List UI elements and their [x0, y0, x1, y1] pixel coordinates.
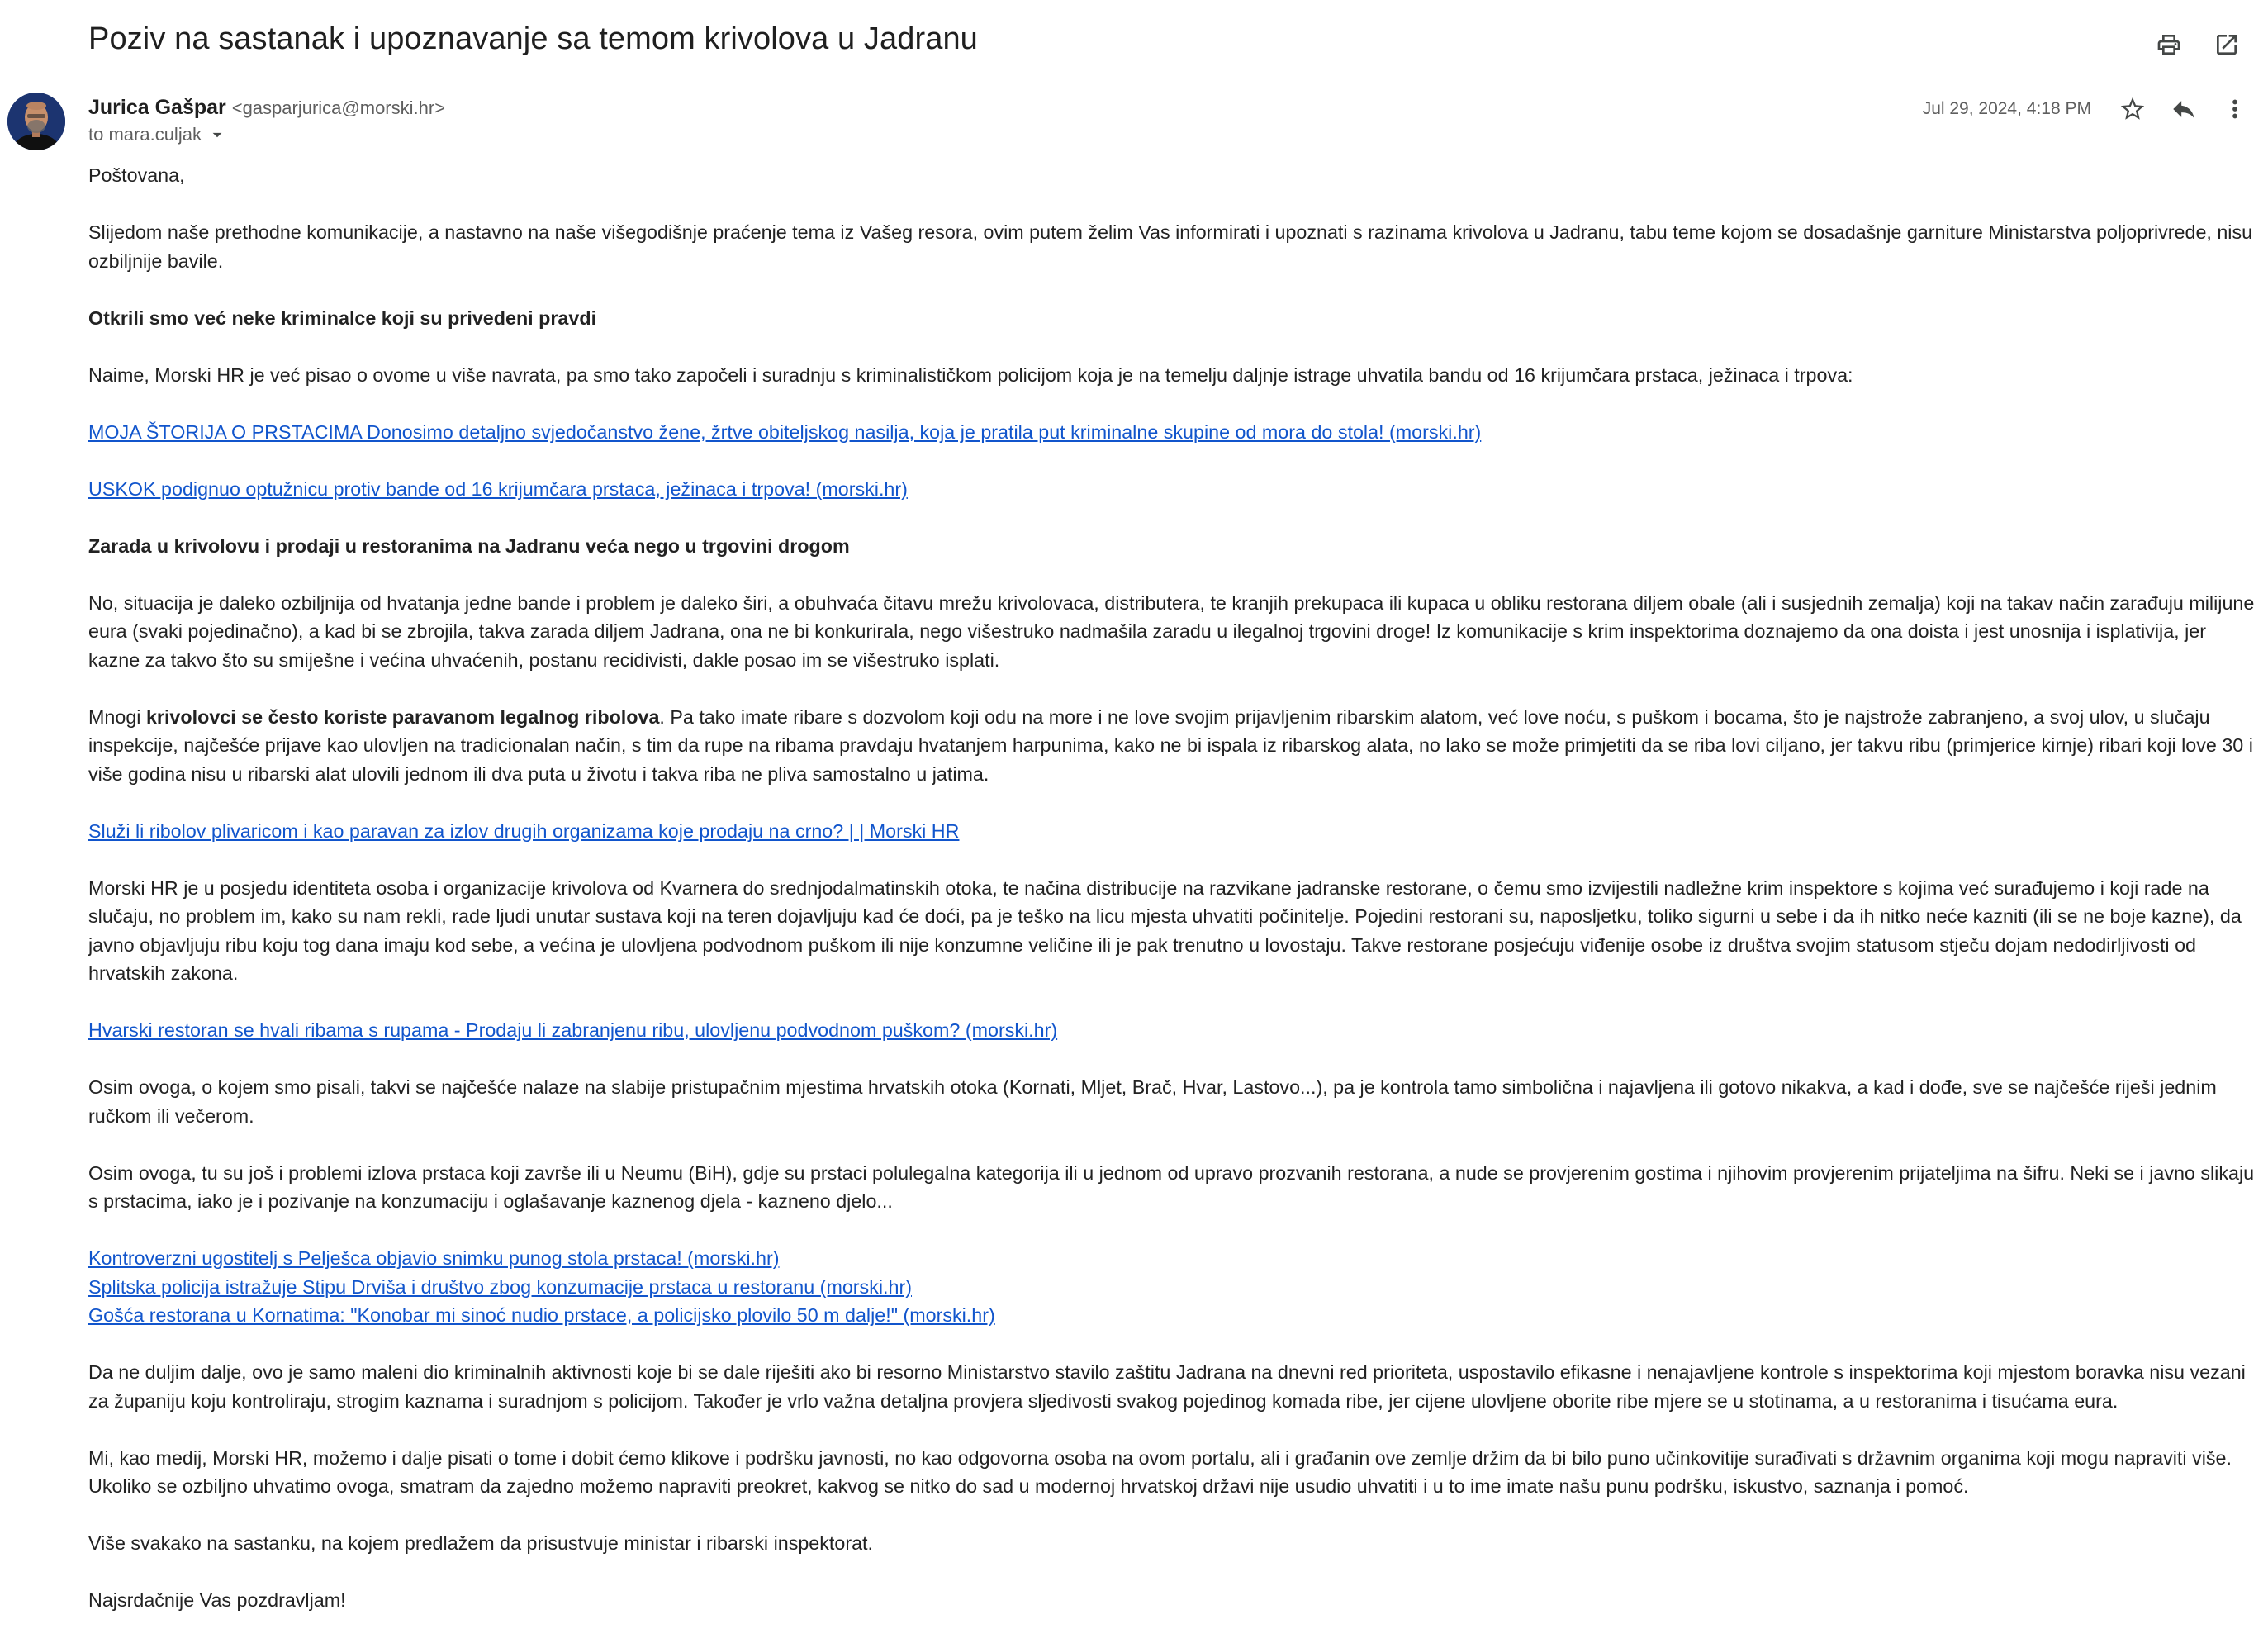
section-heading [88, 304, 2261, 333]
paragraph: Da ne duljim dalje, ovo je samo maleni dio kriminalnih aktivnosti koje bi se dale riješiti ako bi resorno Ministarstvo stavilo zaštitu Jadrana na dnevni red prioriteta, uspostavilo efikasne i nenajavljene kontrole s inspektorima koji mjestom boravka nisu vezani za županiju koju kontroliraju, strogim kaznama i suradnjom s policijom. Također je vrlo važna detaljna provjera sljedivosti svakog pojedinog komada ribe, jer cijene ulovljene oborite ribe mjere se u stotinama, a u restoranima i tisućama eura. [88, 1361, 2246, 1412]
link-paragraph [88, 475, 2261, 504]
recipient-details[interactable] [88, 124, 228, 145]
article-link[interactable]: Kontroverzni ugostitelj s Pelješca objavio snimku punog stola prstaca! (morski.hr) [88, 1247, 780, 1269]
recipient-label: to mara.culjak [88, 124, 202, 145]
bold-text: krivolovci se često koriste paravanom legalnog ribolova [145, 705, 660, 728]
paragraph: Mi, kao medij, Morski HR, možemo i dalje pisati o tome i dobit ćemo klikove i podršku javnosti, no kao odgovorna osoba na ovom portalu, ali i građanin ove zemlje držim da bi bilo puno učinkovitije surađivati s državnim organima koji mogu napraviti više. Ukoliko se ozbiljno uhvatimo ovoga, smatram da zajedno možemo napraviti preokret, kakvog se nitko do sad u modernoj hrvatskoj državi nije usudio uhvatiti i u to ime imate našu punu podršku, iskustvo, saznanja i pomoć. [88, 1446, 2232, 1497]
sender [88, 94, 445, 121]
link-paragraph [88, 817, 2261, 846]
paragraph: Osim ovoga, tu su još i problemi izlova prstaca koji završe ili u Neumu (BiH), gdje su prstaci polulegalna kategorija ili u jednom od upravo prozvanih restorana, a nude se provjerenim gostima i njihovim provjerenim prijateljima na šifru. Neki se i javno slikaju s prstacima, iako je i pozivanje na konzumaciju i oglašavanje kaznenog djela - kazneno djelo... [88, 1161, 2255, 1212]
article-link[interactable]: USKOK podignuo optužnicu protiv bande od 16 krijumčara prstaca, ježinaca i trpova! (morski.hr) [88, 477, 908, 500]
paragraph: Morski HR je u posjedu identiteta osoba i organizacije krivolova od Kvarnera do srednjodalmatinskih otoka, te načina distribucije na razvikane jadranske restorane, o čemu smo izvijestili nadležne krim inspektore s kojima već surađujemo i koji rade na slučaju, no problem im, kako su nam rekli, rade ljudi unutar sustava koji na teren dojavljuju kad će doći, pa je teško na licu mjesta uhvatiti počinitelje. Pojedini restorani su, naposljetku, toliko sigurni u sebe i da ih nitko neće kazniti (ili se ne boje kazne), da javno objavljuju ribu koju tog dana imaju kod sebe, a većina je ulovljena podvodnom puškom ili nije konzumne veličine ili je pak trenutno u lovostaju. Takve restorane posjećuju viđenije osobe iz društva svojim statusom stječu dojam nedodirljivosti od hrvatskih zakona. [88, 876, 2242, 984]
heading-text: Zarada u krivolovu i prodaji u restoranima na Jadranu veća nego u trgovini drogom [88, 534, 850, 557]
sender-email: <gasparjurica@morski.hr> [231, 97, 446, 118]
link-paragraph [88, 1244, 2261, 1273]
link-paragraph [88, 1301, 2261, 1330]
closing: Najsrdačnije Vas pozdravljam! [88, 1589, 346, 1611]
paragraph [88, 703, 2261, 789]
article-link[interactable]: Gošća restorana u Kornatima: "Konobar mi sinoć nudio prstace, a policijsko plovilo 50 m dalje!" (morski.hr) [88, 1304, 995, 1326]
sender-name[interactable]: Jurica Gašpar [88, 96, 226, 119]
greeting: Poštovana, [88, 164, 185, 186]
more-vert-icon[interactable] [2218, 93, 2251, 126]
email-body [88, 161, 2261, 1643]
section-heading [88, 532, 2261, 561]
avatar[interactable] [7, 93, 65, 150]
link-paragraph [88, 1016, 2261, 1045]
paragraph: Više svakako na sastanku, na kojem predlažem da prisustvuje ministar i ribarski inspektorat. [88, 1532, 873, 1554]
paragraph: Osim ovoga, o kojem smo pisali, takvi se najčešće nalaze na slabije pristupačnim mjestima hrvatskih otoka (Kornati, Mljet, Brač, Hvar, Lastovo...), pa je kontrola tamo simbolična i najavljena ili gotovo nikakva, a kad i dođe, sve se najčešće riješi jednim ručkom ili večerom. [88, 1076, 2217, 1127]
chevron-down-icon[interactable] [206, 124, 228, 145]
email-subject: Poziv na sastanak i upoznavanje sa temom krivolova u Jadranu [88, 21, 978, 56]
article-link[interactable]: Splitska policija istražuje Stipu Drviša i društvo zbog konzumacije prstaca u restoranu (morski.hr) [88, 1275, 912, 1298]
heading-text: Otkrili smo već neke kriminalce koji su privedeni pravdi [88, 306, 597, 329]
article-link[interactable]: Hvarski restoran se hvali ribama s rupama - Prodaju li zabranjenu ribu, ulovljenu podvodnom puškom? (morski.hr) [88, 1019, 1058, 1041]
top-actions [2152, 28, 2243, 61]
paragraph: No, situacija je daleko ozbiljnija od hvatanja jedne bande i problem je daleko širi, a obuhvaća čitavu mrežu krivolovaca, distributera, te kranjih prekupaca ili kupaca u obliku restorana diljem obale (ali i susjednih zemalja) koji na takav način zarađuju milijune eura (svaki pojedinačno), a kad bi se zbrojila, takva zarada diljem Jadrana, ona ne bi konkurirala, nego višestruko nadmašila zaradu u ilegalnoj trgovini droge! Iz komunikacije s krim inspektorima doznajemo da ona doista i jest unosnija i isplativija, jer kazne za takvo što su smiješne i većina uhvaćenih, postanu recidivisti, dakle posao im se višestruko isplati. [88, 591, 2255, 671]
message-meta [1923, 93, 2251, 126]
paragraph-text: Mnogi [88, 705, 146, 728]
reply-icon[interactable] [2167, 93, 2200, 126]
article-link[interactable]: MOJA ŠTORIJA O PRSTACIMA Donosimo detaljno svjedočanstvo žene, žrtve obiteljskog nasilja, koja je pratila put kriminalne skupine od mora do stola! (morski.hr) [88, 420, 1482, 443]
paragraph-text: . Pa tako imate ribare s dozvolom koji odu na more i ne love svojim prijavljenim ribarskim alatom, već love noću, s puškom i bocama, što je najstrože zabranjeno, a svoj ulov, u slučaju inspekcije, najčešće prijave kao ulovljen na tradicionalan način, s tim da rupe na ribama pravdaju hvatanjem harpunima, kako ne bi ispala iz ribarskog alata, no lako se može primjetiti da se riba lovi ciljano, jer takvu ribu (primjerice kirnje) ribari koji love 30 i više godina nisu u ribarski alat ulovili jednom ili dva puta u životu i takva riba ne pliva samostalno u jatima. [88, 705, 2253, 785]
paragraph-intro: Slijedom naše prethodne komunikacije, a nastavno na naše višegodišnje praćenje tema iz Vašeg resora, ovim putem želim Vas informirati i upoznati s razinama krivolova u Jadranu, tabu teme kojom se dosadašnje garniture Ministarstva poljoprivrede, nisu ozbiljnije bavile. [88, 221, 2253, 272]
print-icon[interactable] [2152, 28, 2185, 61]
star-icon[interactable] [2116, 93, 2149, 126]
message-date: Jul 29, 2024, 4:18 PM [1922, 99, 2091, 118]
open-in-new-window-icon[interactable] [2210, 28, 2243, 61]
link-paragraph [88, 1273, 2261, 1302]
paragraph: Naime, Morski HR je već pisao o ovome u više navrata, pa smo tako započeli i suradnju s kriminalističkom policijom koja je na temelju daljnje istrage uhvatila bandu od 16 krijumčara prstaca, ježinaca i trpova: [88, 363, 1853, 386]
article-link[interactable]: Služi li ribolov plivaricom i kao paravan za izlov drugih organizama koje prodaju na crno? | | Morski HR [88, 819, 960, 842]
link-paragraph [88, 418, 2261, 447]
